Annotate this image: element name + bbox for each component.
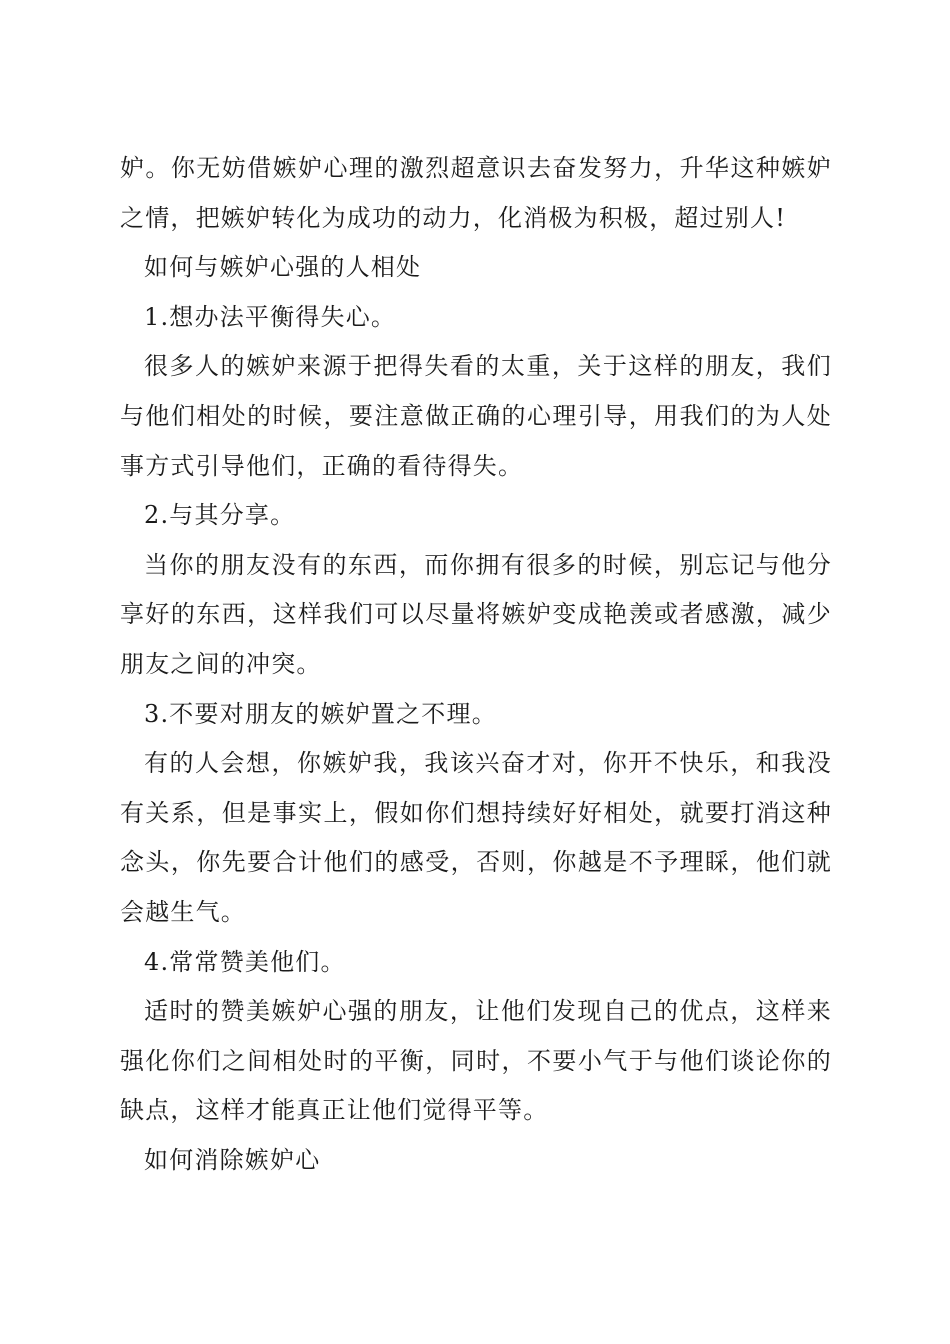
- list-item-heading-3: 3.不要对朋友的嫉妒置之不理。: [144, 699, 497, 728]
- section-heading-get-along: 如何与嫉妒心强的人相处: [144, 253, 422, 282]
- document-body: [120, 144, 832, 1185]
- list-item-heading-1: 1.想办法平衡得失心。: [144, 302, 397, 331]
- paragraph: 有的人会想，你嫉妒我，我该兴奋才对，你开不快乐，和我没有关系，但是事实上，假如你们想持续好好相处，就要打消这种念头，你先要合计他们的感受，否则，你越是不予理睬，他们就会越生气。: [120, 749, 832, 926]
- list-item-heading-2: 2.与其分享。: [144, 501, 296, 530]
- list-item-heading-4: 4.常常赞美他们。: [144, 947, 346, 976]
- paragraph: 当你的朋友没有的东西，而你拥有很多的时候，别忘记与他分享好的东西，这样我们可以尽量将嫉妒变成艳羡或者感激，减少朋友之间的冲突。: [120, 550, 832, 678]
- paragraph: 适时的赞美嫉妒心强的朋友，让他们发现自己的优点，这样来强化你们之间相处时的平衡，同时，不要小气于与他们谈论你的缺点，这样才能真正让他们觉得平等。: [120, 997, 832, 1125]
- section-heading-eliminate: 如何消除嫉妒心: [144, 1145, 321, 1174]
- paragraph-continuation: 妒。你无妨借嫉妒心理的激烈超意识去奋发努力，升华这种嫉妒之情，把嫉妒转化为成功的动力，化消极为积极，超过别人!: [120, 154, 832, 232]
- paragraph: 很多人的嫉妒来源于把得失看的太重，关于这样的朋友，我们与他们相处的时候，要注意做正确的心理引导，用我们的为人处事方式引导他们，正确的看待得失。: [120, 352, 832, 480]
